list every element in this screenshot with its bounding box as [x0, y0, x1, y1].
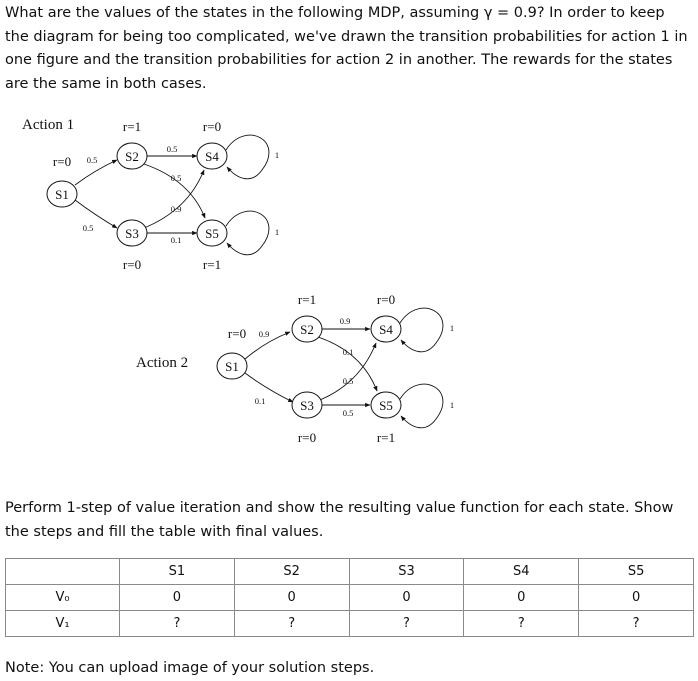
table-cell: 0: [349, 585, 464, 611]
action1-diagram: [22, 117, 279, 272]
table-row: [6, 585, 694, 611]
prob-a2-s4-loop: 1: [449, 323, 455, 333]
prob-a2-s1-s2: 0.9: [258, 329, 270, 339]
prob-a2-s2-s4: 0.9: [339, 316, 351, 326]
action1-title: Action 1: [22, 117, 75, 133]
table-header-cell: S4: [464, 559, 579, 585]
reward-a1-s3: r=0: [122, 257, 142, 272]
table-header-cell: S1: [120, 559, 235, 585]
edge-a2-s1-s3: [245, 373, 293, 402]
prob-a1-s1-s3: 0.5: [82, 223, 94, 233]
table-cell: 0: [234, 585, 349, 611]
table-header-cell: S2: [234, 559, 349, 585]
question-intro: What are the values of the states in the following MDP, assuming γ = 0.9? In order to keep the diagram for being too complicated, we've drawn the transition probabilities for action 1 in one figure and the transition probabilities for action 2 in another. The rewards for the states are the same in both cases.: [5, 5, 688, 92]
table-cell[interactable]: ?: [464, 611, 579, 637]
label-a1-s5: S5: [205, 226, 219, 241]
prob-a2-s3-s4: 0.5: [342, 376, 354, 386]
reward-a2-s5: r=1: [376, 430, 396, 445]
edge-a2-s5-loop: [400, 384, 443, 428]
edge-a2-s4-loop: [400, 308, 443, 352]
table-cell[interactable]: ?: [120, 611, 235, 637]
table-cell: 0: [464, 585, 579, 611]
edge-a1-s4-loop: [226, 135, 269, 179]
label-a1-s2: S2: [125, 149, 139, 164]
reward-a2-s3: r=0: [297, 430, 317, 445]
label-a2-s5: S5: [379, 398, 393, 413]
action2-diagram: [136, 292, 454, 445]
prob-a1-s3-s5: 0.1: [170, 235, 182, 245]
table-header-row: [6, 559, 694, 585]
table-cell[interactable]: ?: [234, 611, 349, 637]
reward-a1-s1: r=0: [52, 154, 72, 169]
table-header-cell: S5: [579, 559, 694, 585]
prob-a2-s5-loop: 1: [449, 400, 455, 410]
reward-a2-s4: r=0: [376, 292, 396, 307]
label-a2-s4: S4: [379, 322, 393, 337]
table-cell: 0: [579, 585, 694, 611]
table-header-cell: [6, 559, 120, 585]
reward-a1-s5: r=1: [202, 257, 222, 272]
prob-a1-s5-loop: 1: [274, 227, 280, 237]
prob-a2-s3-s5: 0.5: [342, 408, 354, 418]
label-a1-s4: S4: [205, 149, 219, 164]
reward-a1-s2: r=1: [122, 119, 142, 134]
prob-a2-s1-s3: 0.1: [254, 396, 266, 406]
prob-a1-s2-s5: 0.5: [170, 173, 182, 183]
table-header-cell: S3: [349, 559, 464, 585]
label-a1-s1: S1: [55, 187, 69, 202]
edge-a1-s5-loop: [226, 211, 269, 255]
row-label-v1: V₁: [6, 611, 120, 637]
note-text: Note: You can upload image of your solution steps.: [5, 660, 375, 676]
table-cell[interactable]: ?: [349, 611, 464, 637]
prob-a1-s2-s4: 0.5: [166, 144, 178, 154]
label-a1-s3: S3: [125, 226, 139, 241]
prob-a1-s4-loop: 1: [274, 150, 280, 160]
table-row: [6, 611, 694, 637]
label-a2-s1: S1: [225, 359, 239, 374]
label-a2-s3: S3: [300, 398, 314, 413]
question-instruction: Perform 1-step of value iteration and show the resulting value function for each state. Show the steps and fill the table with final values.: [5, 500, 674, 540]
label-a2-s2: S2: [300, 322, 314, 337]
table-cell[interactable]: ?: [579, 611, 694, 637]
prob-a1-s1-s2: 0.5: [86, 155, 98, 165]
reward-a2-s2: r=1: [297, 292, 317, 307]
row-label-v0: V₀: [6, 585, 120, 611]
table-cell: 0: [120, 585, 235, 611]
value-table: [5, 558, 694, 637]
prob-a2-s2-s5: 0.1: [342, 347, 354, 357]
reward-a1-s4: r=0: [202, 119, 222, 134]
edge-a1-s1-s3: [75, 200, 117, 228]
action2-title: Action 2: [136, 355, 189, 371]
prob-a1-s3-s4: 0.9: [170, 204, 182, 214]
reward-a2-s1: r=0: [227, 326, 247, 341]
